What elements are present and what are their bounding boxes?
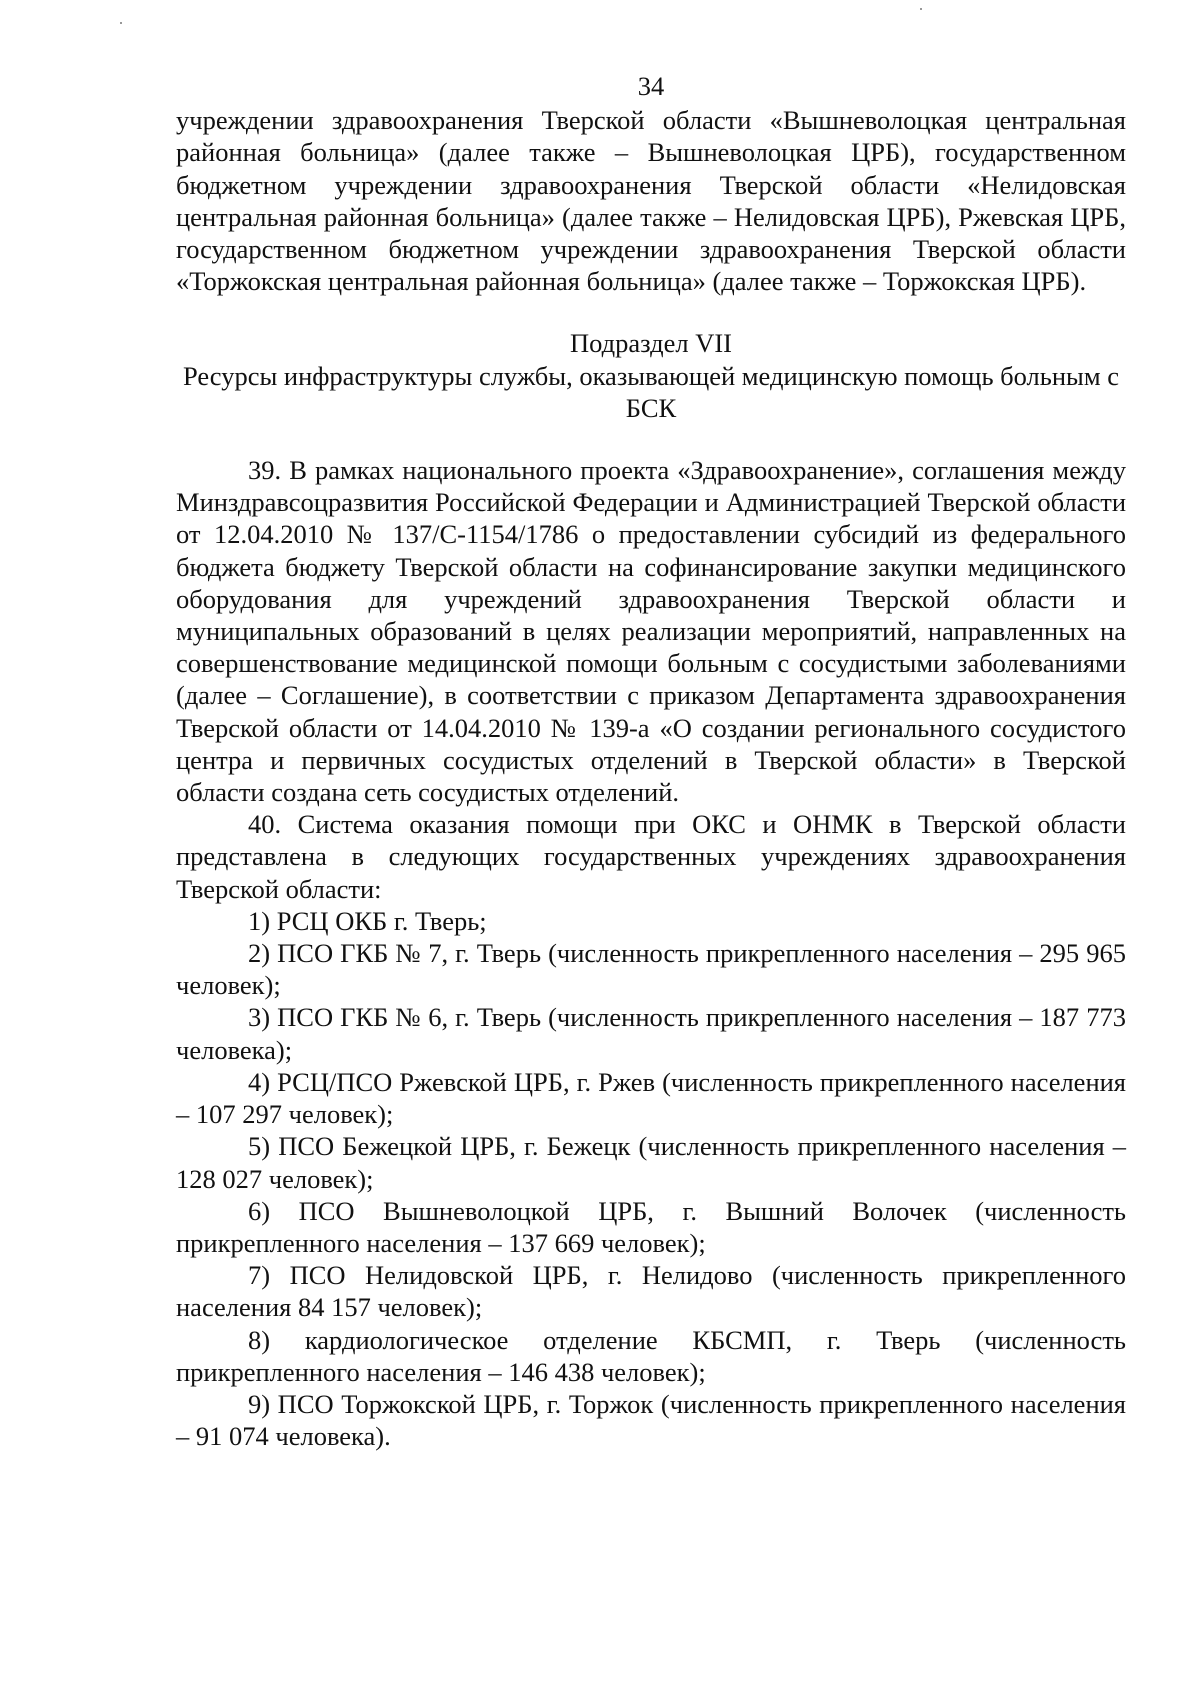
section-label: Подраздел VII: [570, 328, 732, 359]
list-item: 2) ПСО ГКБ № 7, г. Тверь (численность прикрепленного населения – 295 965 человек);: [176, 938, 1126, 1001]
list-item: 3) ПСО ГКБ № 6, г. Тверь (численность прикрепленного населения – 187 773 человека);: [176, 1002, 1126, 1065]
paragraph-39: 39. В рамках национального проекта «Здравоохранение», соглашения между Минздравсоцразвития Российской Федерации и Администрацией Тверской области от 12.04.2010 № 137/С-1154/1786 о предоставлении субсидий из федерального бюджета бюджету Тверской области на софинансирование закупки медицинского оборудования для учреждений здравоохранения Тверской области и муниципальных образований в целях реализации мероприятий, направленных на совершенствование медицинской помощи больным с сосудистыми заболеваниями (далее – Соглашение), в соответствии с приказом Департамента здравоохранения Тверской области от 14.04.2010 № 139-а «О создании регионального сосудистого центра и первичных сосудистых отделений в Тверской области» в Тверской области создана сеть сосудистых отделений.: [176, 455, 1126, 808]
facility-list: [176, 905, 1126, 1452]
list-item: 9) ПСО Торжокской ЦРБ, г. Торжок (численность прикрепленного населения – 91 074 человека).: [176, 1388, 1126, 1452]
document-page: [176, 70, 1126, 1452]
section-heading: [176, 327, 1126, 424]
scan-speck: [920, 8, 922, 10]
list-item: 6) ПСО Вышневолоцкой ЦРБ, г. Вышний Волочек (численность прикрепленного населения – 137 669 человек);: [176, 1195, 1126, 1258]
list-item: 8) кардиологическое отделение КБСМП, г. Тверь (численность прикрепленного населения – 146 438 человек);: [176, 1324, 1126, 1387]
scan-speck: [120, 22, 122, 24]
list-item: 7) ПСО Нелидовской ЦРБ, г. Нелидово (численность прикрепленного населения 84 157 человек);: [176, 1260, 1126, 1323]
page-number: 34: [637, 71, 665, 101]
list-item: 1) РСЦ ОКБ г. Тверь;: [248, 905, 487, 936]
intro-paragraph: учреждении здравоохранения Тверской области «Вышневолоцкая центральная районная больница» (далее также – Вышневолоцкая ЦРБ), государственном бюджетном учреждении здравоохранения Тверской области «Нелидовская центральная районная больница» (далее также – Нелидовская ЦРБ), Ржевская ЦРБ, государственном бюджетном учреждении здравоохранения Тверской области «Торжокская центральная районная больница» (далее также – Торжокская ЦРБ).: [176, 105, 1126, 297]
section-title: Ресурсы инфраструктуры службы, оказывающей медицинскую помощь больным с БСК: [182, 360, 1120, 423]
paragraph-40: 40. Система оказания помощи при ОКС и ОНМК в Тверской области представлена в следующих государственных учреждениях здравоохранения Тверской области:: [176, 809, 1126, 904]
list-item: 5) ПСО Бежецкой ЦРБ, г. Бежецк (численность прикрепленного населения – 128 027 человек);: [176, 1131, 1126, 1194]
list-item: 4) РСЦ/ПСО Ржевской ЦРБ, г. Ржев (численность прикрепленного населения – 107 297 человек);: [176, 1066, 1126, 1130]
